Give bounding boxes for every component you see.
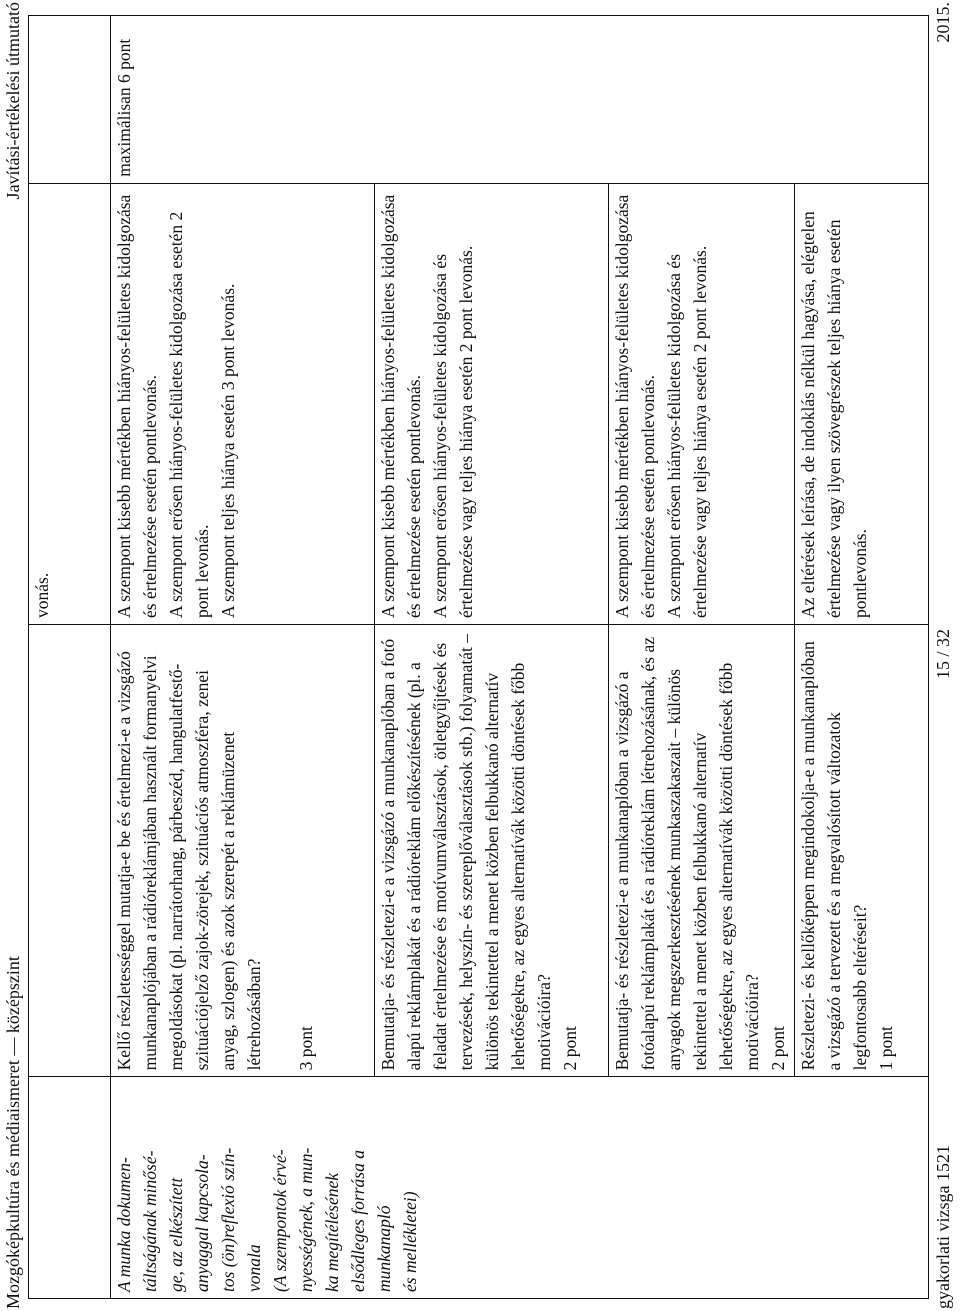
criterion-line: táltságának minősé- [140, 1150, 160, 1292]
deduction-text: A szempont erősen hiányos-felületes kidolgozása és értelmezése vagy teljes hiánya esetén 2 pont levonás. [664, 245, 710, 618]
max-score-cell [111, 16, 929, 184]
deduction-cell [375, 183, 609, 624]
deduction-text: A szempont kisebb mértékben hiányos-felületes kidolgozása és értelmezése esetén pontlevonás. [612, 194, 658, 618]
points-label: 2 pont [560, 1026, 580, 1071]
table-row-continuation [29, 16, 111, 1299]
description-cell [609, 624, 795, 1076]
deduction-text: A szempont teljes hiánya esetén 3 pont levonás. [218, 283, 238, 618]
points-label: 1 pont [876, 1026, 896, 1071]
cell-empty [29, 624, 111, 1076]
footer-right: 2015. [933, 2, 953, 43]
deduction-cell [795, 183, 929, 624]
criterion-line: munkanapló [374, 1205, 394, 1292]
header-left: Mozgóképkultúra és médiaismeret — középszint [3, 956, 23, 1309]
header-right: Javítási-értékelési útmutató [3, 2, 23, 200]
criterion-line: anyaggal kapcsola- [192, 1154, 212, 1292]
description-text: Részletezi- és kellőképpen megindokolja-e a munkanaplóban a vizsgázó a tervezett és a megvalósított változatok legfontosabb eltéréseit? [798, 641, 870, 1071]
criterion-cell [111, 1077, 929, 1299]
criterion-line: vonala [244, 1244, 264, 1292]
evaluation-table [28, 15, 929, 1299]
description-cell [375, 624, 609, 1076]
cell-empty [29, 1077, 111, 1299]
deduction-text: Az eltérések leírása, de indoklás nélkül hagyása, elégtelen értelmezése vagy ilyen szövegrészek teljes hiánya esetén pontlevonás. [798, 211, 870, 618]
points-label: 2 pont [768, 1026, 788, 1071]
criterion-line: ka megítélésének [322, 1172, 342, 1292]
cell-empty [29, 16, 111, 184]
page-number: 15 / 32 [933, 628, 953, 679]
description-cell [111, 624, 375, 1076]
criterion-line: tos (ön)reflexió szín- [218, 1147, 238, 1292]
deduction-text: A szempont erősen hiányos-felületes kidolgozása esetén 2 pont levonás. [166, 211, 212, 618]
deduction-text: A szempont kisebb mértékben hiányos-felületes kidolgozása és értelmezése esetén pontlevonás. [378, 194, 424, 618]
deduction-cell [111, 183, 375, 624]
footer-left: gyakorlati vizsga 1521 [933, 1145, 953, 1309]
criterion-line: és mellékletei) [400, 1191, 420, 1292]
deduction-text: A szempont erősen hiányos-felületes kidolgozása és értelmezése vagy teljes hiánya esetén 2 pont levonás. [430, 245, 476, 618]
criterion-line: nyességének, a mun- [296, 1147, 316, 1292]
deduction-text: A szempont kisebb mértékben hiányos-felületes kidolgozása és értelmezése esetén pontlevonás. [114, 194, 160, 618]
criterion-line: A munka dokumen- [114, 1157, 134, 1292]
description-text: Bemutatja- és részletezi-e a vizsgázó a munkanaplóban a fotó alapú reklámplakát és a rádióreklám előkészítésének (pl. a feladat értelmezése és motívumválasztások, ötletgyűjtések és tervezések, helyszín- és szereplőválasztások stb.) folyamatát – különös tekintettel a menet közben felbukkanó alternatív lehetőségekre, az egyes alternatívák közötti döntések főbb motivációira? [378, 634, 554, 1071]
criterion-line: elsődleges forrása a [348, 1150, 368, 1292]
criterion-line: (A szempontok érvé- [270, 1149, 290, 1292]
max-score-text: maximálisan 6 pont [114, 38, 134, 177]
table-row [111, 16, 375, 1299]
deduction-cell [609, 183, 795, 624]
criterion-line: ge, az elkészített [166, 1177, 186, 1292]
description-cell [795, 624, 929, 1076]
description-text: Bemutatja- és részletezi-e a munkanaplóban a vizsgázó a fotóalapú reklámplakát és a rádióreklám létrehozásának, és az anyagok megszerkesztésének munkaszakaszait – különös tekintettel a menet közben felbukkanó alternatív lehetőségekre, az egyes alternatívák közötti döntések főbb motivációira? [612, 636, 762, 1071]
points-label: 3 pont [296, 1026, 316, 1071]
description-text: Kellő részletességgel mutatja-e be és értelmezi-e a vizsgázó munkanaplójában a rádióreklámjában használt formanyelvi megoldásokat (pl. narrátorhang, párbeszéd, hangulatfestő-szituációjelző zajok-zörejek, szituációs atmoszféra, zenei anyag, szlogen) és azok szerepét a reklámüzenet létrehozásában? [114, 651, 264, 1071]
cell-cont-text: vonás. [29, 183, 111, 624]
